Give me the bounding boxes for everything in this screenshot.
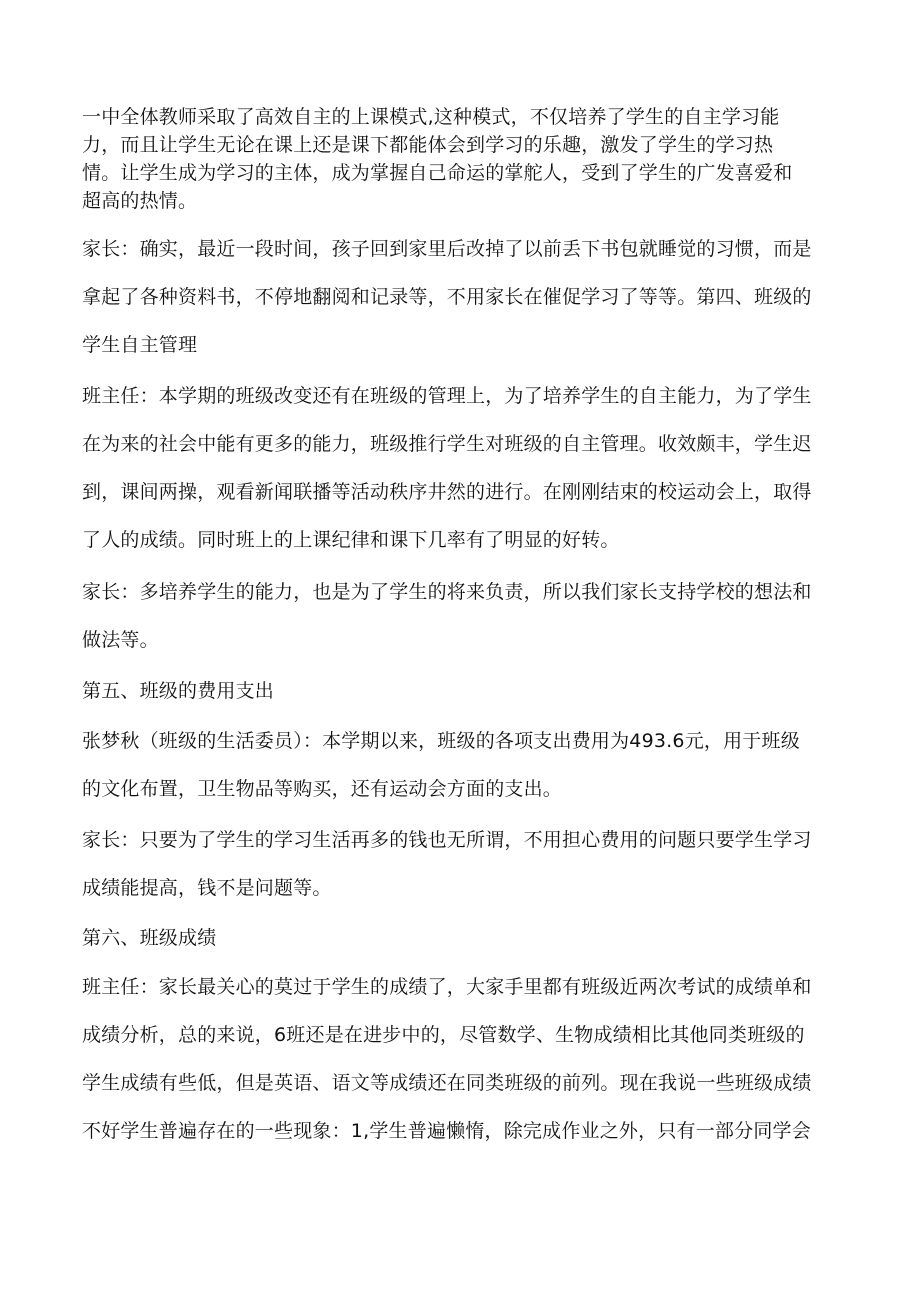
text-line: 班主任：本学期的班级改变还有在班级的管理上，为了培养学生的自主能力，为了学生	[82, 385, 812, 407]
text-line: 成绩分析，总的来说，6班还是在进步中的，尽管数学、生物成绩相比其他同类班级的	[82, 1024, 805, 1046]
text-line: 情。让学生成为学习的主体，成为掌握自己命运的掌舵人，受到了学生的广发喜爱和	[82, 162, 793, 184]
paragraph-parent-2	[82, 568, 842, 664]
heading-text: 第六、班级成绩	[82, 927, 217, 949]
text-line: 拿起了各种资料书，不停地翻阅和记录等，不用家长在催促学习了等等。第四、班级的	[82, 286, 812, 308]
text-line: 家长：只要为了学生的学习生活再多的钱也无所谓，不用担心费用的问题只要学生学习	[82, 829, 812, 851]
text-line: 做法等。	[82, 629, 159, 651]
text-line: 家长：多培养学生的能力，也是为了学生的将来负责，所以我们家长支持学校的想法和	[82, 581, 812, 603]
paragraph-parent-3	[82, 816, 842, 912]
paragraph-intro	[82, 103, 842, 215]
text-line: 家长：确实，最近一段时间，孩子回到家里后改掉了以前丢下书包就睡觉的习惯，而是	[82, 238, 812, 260]
paragraph-parent-1	[82, 225, 842, 369]
text-line: 不好学生普遍存在的一些现象：1,学生普遍懒惰，除完成作业之外，只有一部分同学会	[82, 1120, 811, 1142]
text-line: 在为来的社会中能有更多的能力，班级推行学生对班级的自主管理。收效颇丰，学生迟	[82, 433, 812, 455]
text-line: 班主任：家长最关心的莫过于学生的成绩了，大家手里都有班级近两次考试的成绩单和	[82, 976, 812, 998]
text-line: 力，而且让学生无论在课上还是课下都能体会到学习的乐趣，激发了学生的学习热	[82, 134, 774, 156]
text-line: 张梦秋（班级的生活委员）：本学期以来，班级的各项支出费用为493.6元，用于班级	[82, 730, 800, 752]
text-line: 了人的成绩。同时班上的上课纪律和课下几率有了明显的好转。	[82, 529, 620, 551]
paragraph-committee	[82, 717, 842, 813]
text-line: 学生自主管理	[82, 334, 198, 356]
text-line: 学生成绩有些低，但是英语、语文等成绩还在同类班级的前列。现在我说一些班级成绩	[82, 1072, 812, 1094]
text-line: 一中全体教师采取了高效自主的上课模式,这种模式，不仅培养了学生的自主学习能	[82, 106, 780, 128]
section-heading-6	[82, 914, 842, 962]
text-line: 到，课间两操，观看新闻联播等活动秩序井然的进行。在刚刚结束的校运动会上，取得	[82, 481, 812, 503]
text-line: 超高的热情。	[82, 190, 198, 212]
text-line: 的文化布置，卫生物品等购买，还有运动会方面的支出。	[82, 778, 563, 800]
section-heading-5	[82, 667, 842, 715]
heading-text: 第五、班级的费用支出	[82, 680, 275, 702]
text-line: 成绩能提高，钱不是问题等。	[82, 877, 332, 899]
paragraph-teacher-2	[82, 963, 842, 1155]
paragraph-teacher-1	[82, 372, 842, 564]
